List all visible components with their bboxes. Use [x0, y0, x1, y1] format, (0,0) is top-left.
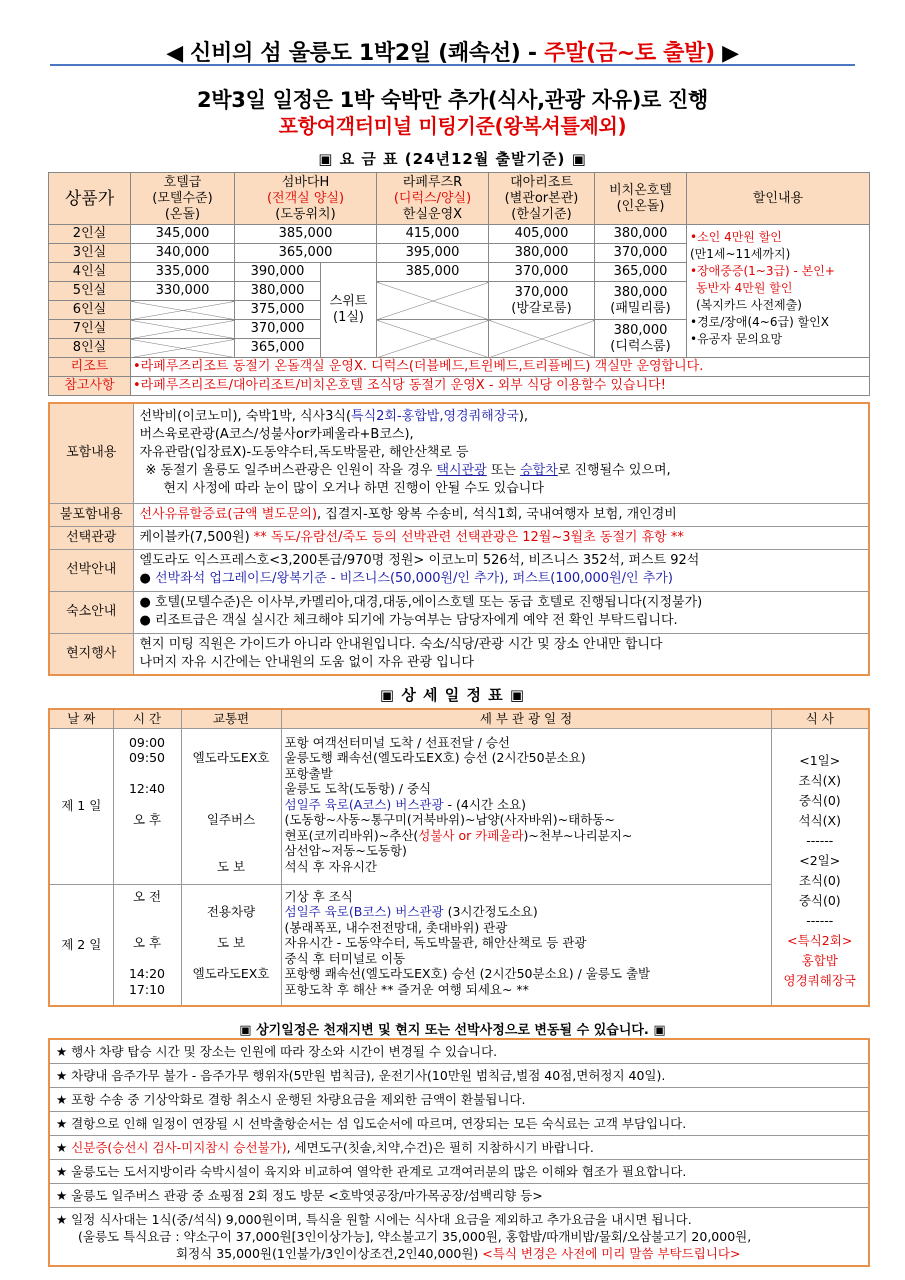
page-title: ◀ 신비의 섬 울릉도 1박2일 (쾌속선) - 주말(금~토 출발) ▶ [50, 36, 855, 66]
fare-col-laperouse: 라페루즈R (디럭스/양실) 한실운영X [377, 173, 489, 225]
fare-col-daea: 대아리조트 (별관or본관) (한실기준) [489, 173, 595, 225]
fare-col-seombada: 섬바다H (전객실 양실) (도동위치) [235, 173, 377, 225]
discount-info: •소인 4만원 할인 (만1세~11세까지) •장애중증(1~3급) - 본인+ 동반자 4만원 할인 (복지카드 사전제출) •경로/장애(4~6급) 할인X •유공자 문의요망 [687, 225, 870, 358]
notes-table: ★ 행사 차량 탑승 시간 및 장소는 인원에 따라 장소와 시간이 변경될 수 있습니다. ★ 차량내 음주가무 불가 - 음주가무 행위자(5만원 범칙금), 운전기사(10만원 범칙금,벌점 40점,면허정지 40일). ★ 포항 수송 중 기상악화로 결항 취소시 운행된 차량요금을 제외한 금액이 환불됩니다. ★ 결항으로 인해 일정이 연장될 시 선박출항순서는 섬 입도순서에 따르며, 연장되는 모든 숙식료는 고객 부담입니다. ★ 신분증(승선시 검사-미지참시 승선불가), 세면도구(칫솔,치약,수건)은 필히 지참하시기 바랍니다. ★ 울릉도는 도서지방이라 숙박시설이 육지와 비교하여 열악한 관계로 고객여러분의 많은 이해와 협조가 필요합니다. ★ 울릉도 일주버스 관광 중 쇼핑점 2회 정도 방문 <호박엿공장/마가목공장/섬백리향 등> ★ 일정 식사대는 1식(중/석식) 9,000원이며, 특식을 원할 시에는 식사대 요금을 제외하고 추가요금을 내시면 됩니다. (울릉도 특식요금 : 약소구이 37,000원[3인이상가능], 약소불고기 35,000원, 홍합밥/따개비밥/물회/오삼불고기 20,000원, 회정식 35,000원(1인불가/3인이상조건,2인40,000원) <특식 변경은 사전에 미리 말씀 부탁드립니다> [48, 1038, 870, 1267]
schedule-table: 날 짜 시 간 교통편 세 부 관 광 일 정 식 사 제 1 일 09:00 09:50 12:40 오 후 엘도라도EX호 일주버스 도 보 포항 여객선터미널 도착 / 선표전달 / 승선 울릉도행 쾌속선(엘도라도EX호) 승선 (2시간50분소요) 포항출발 울릉도 도착(도동항) / 중식 섬일주 육로(A코스) 버스관광 - (4시간 소요) (도동항~사동~통구미(거북바위)~남양(사자바위)~태하동~ 현포(코끼리바위)~추산(성불사 or 카페울라)~천부~나리분지~ 삼선암~저동~도동항) 석식 후 자유시간 <1일> 조식(X) 중식(0) 석식(X) ------ <2일> 조식(0) 중식(0) ------ <특식2회> 홍합밥 영경쿼해장국 제 2 일 오 전 오 후 14:20 17:10 전용차량 도 보 엘도라도EX호 기상 후 조식 섬일주 육로(B코스) 버스관광 (3시간정도소요) (봉래폭포, 내수전전망대, 촛대바위) 관광 자유시간 - 도동약수터, 독도박물관, 해안산책로 등 관광 중식 후 터미널로 이동 포항행 쾌속선(엘도라도EX호) 승선 (2시간50분소요) / 울릉도 출발 포항도착 후 해산 ** 즐거운 여행 되세요~ ** [48, 708, 870, 1007]
fare-col-beachon: 비치온호텔 (인온돌) [595, 173, 687, 225]
suite-cell: 스위트 (1실) [321, 263, 377, 358]
schedule-heading: ▣ 상 세 일 정 표 ▣ [379, 686, 526, 704]
fare-heading: ▣ 요 금 표 (24년12월 출발기준) ▣ [318, 150, 587, 168]
subtitle-meeting: 포항여객터미널 미팅기준(왕복셔틀제외) [278, 114, 627, 138]
info-table: 포함내용 선박비(이코노미), 숙박1박, 식사3식(특식2회-홍합밥,영경쿼해장국), 버스육로관광(A코스/성불사or카페울라+B코스), 자유관람(입장료X)-도동약수터,독도박물관, 해안산책로 등 ※ 동절기 울릉도 일주버스관광은 인원이 작을 경우 택시관광 또는 승합차로 진행될수 있으며, 현지 사정에 따라 눈이 많이 오거나 하면 진행이 안될 수도 있습니다 불포함내용 선사유류할증료(금액 별도문의), 집결지-포항 왕복 수송비, 석식1회, 국내여행자 보험, 개인경비 선택관광 케이블카(7,500원) ** 독도/유람선/죽도 등의 선박관련 선택관광은 12월~3월초 동절기 휴항 ** 선박안내 엘도라도 익스프레스호<3,200톤급/970명 정원> 이코노미 526석, 비즈니스 352석, 퍼스트 92석 ● 선박좌석 업그레이드/왕복기준 - 비즈니스(50,000원/인 추가), 퍼스트(100,000원/인 추가) 숙소안내 ● 호텔(모텔수준)은 이사부,카멜리아,대경,대동,에이스호텔 또는 동급 호텔로 진행됩니다(지정불가) ● 리조트급은 객실 실시간 체크해야 되기에 가능여부는 담당자에게 예약 전 확인 부탁드립니다. 현지행사 현지 미팅 직원은 가이드가 아니라 안내원입니다. 숙소/식당/관광 시간 및 장소 안내만 합니다 나머지 자유 시간에는 안내원의 도움 없이 자유 관광 입니다 [48, 402, 870, 676]
subtitle-itinerary: 2박3일 일정은 1박 숙박만 추가(식사,관광 자유)로 진행 [197, 88, 708, 112]
fare-table: 상품가 호텔급 (모텔수준) (온돌) 섬바다H (전객실 양실) (도동위치) 라페루즈R (디럭스/양실) 한실운영X 대아리조트 (별관or본관) (한실기준) 비치온호텔 (인온돌) 할인내용 2인실 345,000 385,000 415,000 405,000 380,000 •소인 4만원 할인 (만1세~11세까지) •장애중증(1~3급) - 본인+ 동반자 4만원 할인 (복지카드 사전제출) •경로/장애(4~6급) 할인X •유공자 문의요망 3인실 340,000 365,000 395,000 380,000 370,000 4인실 335,000 390,000 스위트 (1실) 385,000 370,000 365,000 5인실 330,000 380,000 370,000 (방갈로룸) 380,000 (패밀리룸) 6인실 375,000 7인실 370,000 380,000 (디럭스룸) 8인실 365,000 리조트 •라페루즈리조트 동절기 온돌객실 운영X. 디럭스(더블베드,트윈베드,트리플베드) 객실만 운영합니다. 참고사항 •라페루즈리조트/대아리조트/비치온호텔 조식당 동절기 운영X - 외부 식당 이용할수 있습니다! [48, 172, 870, 396]
fare-col-product: 상품가 [49, 173, 131, 225]
change-notice: ▣ 상기일정은 천재지변 및 현지 또는 선박사정으로 변동될 수 있습니다. ▣ [239, 1023, 666, 1038]
meal-info: <1일> 조식(X) 중식(0) 석식(X) ------ <2일> 조식(0) 중식(0) ------ <특식2회> 홍합밥 영경쿼해장국 [771, 728, 869, 1006]
fare-col-discount: 할인내용 [687, 173, 870, 225]
fare-col-hotel: 호텔급 (모텔수준) (온돌) [131, 173, 235, 225]
